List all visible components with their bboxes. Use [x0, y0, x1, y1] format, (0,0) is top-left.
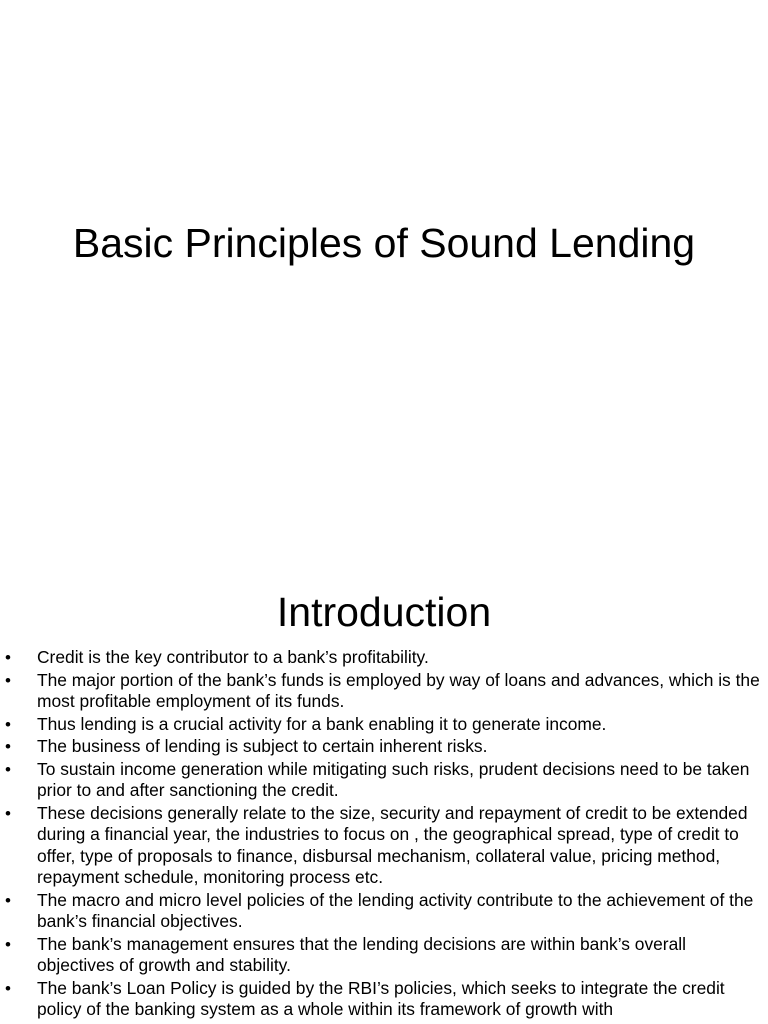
- bullet-icon: •: [5, 890, 11, 910]
- bullet-item: [0, 759, 768, 802]
- bullet-list: [0, 647, 768, 1022]
- bullet-icon: •: [5, 934, 11, 954]
- bullet-text: To sustain income generation while mitigating such risks, prudent decisions need to be taken prior to and after sanctioning the credit.: [37, 758, 750, 800]
- bullet-text: The business of lending is subject to certain inherent risks.: [37, 736, 488, 756]
- bullet-text: The bank’s management ensures that the lending decisions are within bank’s overall objectives of growth and stability.: [37, 933, 686, 975]
- bullet-item: [0, 934, 768, 977]
- bullet-icon: •: [5, 737, 11, 756]
- bullet-item: [0, 714, 768, 736]
- introduction-heading: Introduction: [276, 589, 492, 635]
- bullet-item: [0, 890, 768, 933]
- bullet-item: [0, 647, 768, 669]
- introduction-slide: [0, 575, 768, 1024]
- bullet-item: [0, 803, 768, 889]
- bullet-item: [0, 978, 768, 1021]
- bullet-icon: •: [5, 978, 11, 998]
- bullet-text: The bank’s Loan Policy is guided by the RBI’s policies, which seeks to integrate the credit policy of the banking system as a whole within its framework of growth with: [37, 977, 725, 1019]
- bullet-item: [0, 736, 768, 758]
- bullet-text: Credit is the key contributor to a bank’s profitability.: [37, 647, 429, 667]
- bullet-icon: •: [5, 670, 11, 690]
- bullet-text: The major portion of the bank’s funds is employed by way of loans and advances, which is the most profitable employment of its funds.: [37, 669, 760, 711]
- bullet-icon: •: [5, 759, 11, 779]
- bullet-icon: •: [5, 803, 11, 823]
- bullet-text: The macro and micro level policies of the lending activity contribute to the achievement of the bank’s financial objectives.: [37, 889, 754, 931]
- bullet-text: These decisions generally relate to the size, security and repayment of credit to be extended during a financial year, the industries to focus on , the geographical spread, type of credit to offer, type of proposals to finance, disbursal mechanism, collateral value, pricing method, repayment schedule, monitoring process etc.: [37, 802, 748, 887]
- bullet-text: Thus lending is a crucial activity for a bank enabling it to generate income.: [37, 713, 607, 734]
- bullet-icon: •: [5, 714, 11, 734]
- bullet-icon: •: [5, 648, 11, 667]
- slide-title: Basic Principles of Sound Lending: [72, 220, 696, 266]
- bullet-item: [0, 670, 768, 713]
